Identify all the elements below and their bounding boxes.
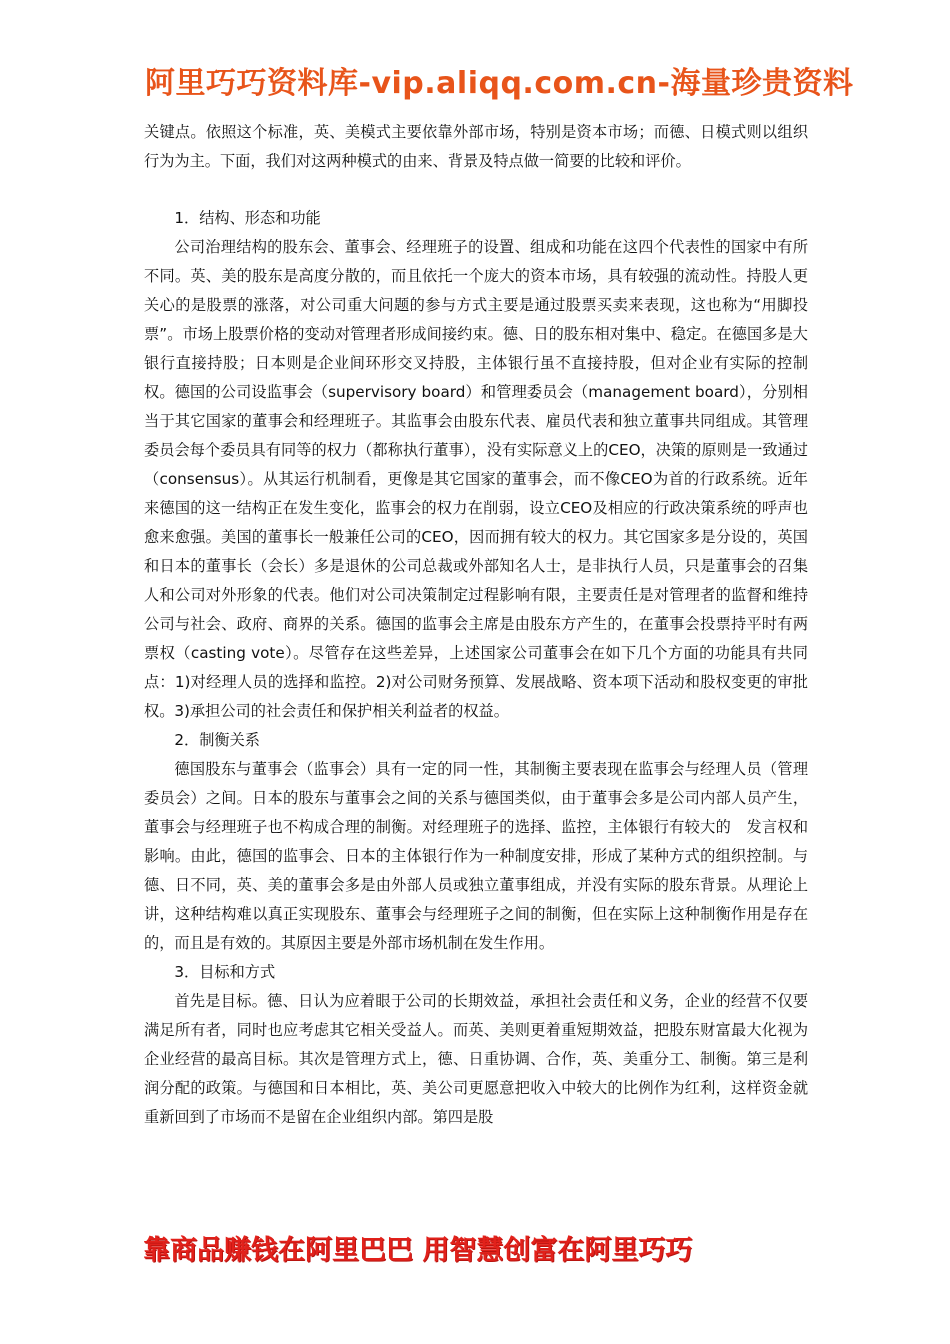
paragraph-spacer (144, 176, 808, 204)
section-3-heading: 3．目标和方式 (174, 963, 276, 981)
section-2-heading: 2．制衡关系 (174, 731, 260, 749)
document-body (144, 118, 808, 1132)
header-banner: 阿里巧巧资料库-vip.aliqq.com.cn-海量珍贵资料 (145, 66, 854, 101)
section-3-paragraph: 首先是目标。德、日认为应着眼于公司的长期效益，承担社会责任和义务，企业的经营不仅要满足所有者，同时也应考虑其它相关受益人。而英、美则更着重短期效益，把股东财富最大化视为企业经营的最高目标。其次是管理方式上，德、日重协调、合作，英、美重分工、制衡。第三是利润分配的政策。与德国和日本相比，英、美公司更愿意把收入中较大的比例作为红利，这样资金就重新回到了市场而不是留在企业组织内部。第四是股 (144, 992, 808, 1126)
intro-paragraph: 关键点。依照这个标准，英、美模式主要依靠外部市场，特别是资本市场；而德、日模式则以组织行为为主。下面，我们对这两种模式的由来、背景及特点做一简要的比较和评价。 (144, 123, 808, 170)
section-2-paragraph: 德国股东与董事会（监事会）具有一定的同一性，其制衡主要表现在监事会与经理人员（管理委员会）之间。日本的股东与董事会之间的关系与德国类似，由于董事会多是公司内部人员产生，董事会与经理班子也不构成合理的制衡。对经理班子的选择、监控，主体银行有较大的 发言权和影响。由此，德国的监事会、日本的主体银行作为一种制度安排，形成了某种方式的组织控制。与德、日不同，英、美的董事会多是由外部人员或独立董事组成，并没有实际的股东背景。从理论上讲，这种结构难以真正实现股东、董事会与经理班子之间的制衡，但在实际上这种制衡作用是存在的，而且是有效的。其原因主要是外部市场机制在发生作用。 (144, 760, 808, 952)
footer-banner: 靠商品赚钱在阿里巴巴 用智慧创富在阿里巧巧 (143, 1235, 693, 1266)
section-1-heading: 1．结构、形态和功能 (174, 209, 321, 227)
section-1-paragraph: 公司治理结构的股东会、董事会、经理班子的设置、组成和功能在这四个代表性的国家中有所不同。英、美的股东是高度分散的，而且依托一个庞大的资本市场，具有较强的流动性。持股人更关心的是股票的涨落，对公司重大问题的参与方式主要是通过股票买卖来表现，这也称为“用脚投票”。市场上股票价格的变动对管理者形成间接约束。德、日的股东相对集中、稳定。在德国多是大银行直接持股；日本则是企业间环形交叉持股，主体银行虽不直接持股，但对企业有实际的控制权。德国的公司设监事会（supervisory board）和管理委员会（management board），分别相当于其它国家的董事会和经理班子。其监事会由股东代表、雇员代表和独立董事共同组成。其管理委员会每个委员具有同等的权力（都称执行董事），没有实际意义上的CEO，决策的原则是一致通过（consensus）。从其运行机制看，更像是其它国家的董事会，而不像CEO为首的行政系统。近年来德国的这一结构正在发生变化，监事会的权力在削弱，设立CEO及相应的行政决策系统的呼声也愈来愈强。美国的董事长一般兼任公司的CEO，因而拥有较大的权力。其它国家多是分设的，英国和日本的董事长（会长）多是退休的公司总裁或外部知名人士，是非执行人员，只是董事会的召集人和公司对外形象的代表。他们对公司决策制定过程影响有限，主要责任是对管理者的监督和维持公司与社会、政府、商界的关系。德国的监事会主席是由股东方产生的，在董事会投票持平时有两票权（casting vote）。尽管存在这些差异，上述国家公司董事会在如下几个方面的功能具有共同点：1)对经理人员的选择和监控。2)对公司财务预算、发展战略、资本项下活动和股权变更的审批权。3)承担公司的社会责任和保护相关利益者的权益。 (144, 238, 808, 720)
